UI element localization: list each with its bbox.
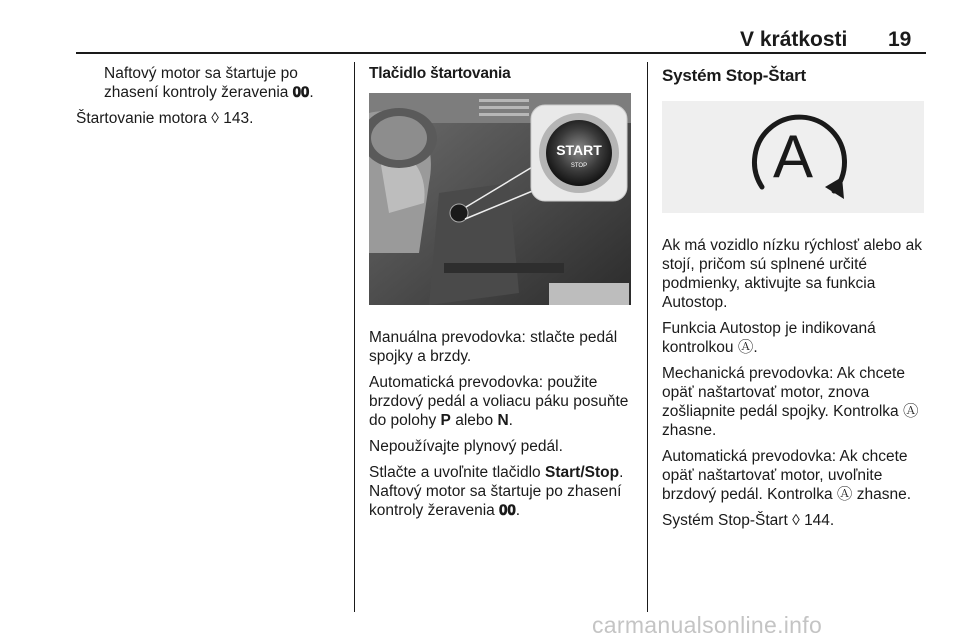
autostop-indicator-icon: Ⓐ — [737, 339, 754, 356]
column-1 — [76, 64, 344, 135]
reference-text: Štartovanie motora — [76, 110, 207, 127]
or-text: alebo — [455, 412, 494, 429]
page-number: 19 — [888, 28, 912, 51]
glow-plug-icon: 𝟎𝟎 — [499, 502, 516, 519]
sentence-end: . — [753, 339, 758, 356]
header-rule — [76, 52, 926, 54]
press-text: Stlačte a uvoľnite tlačidlo — [369, 464, 541, 481]
sentence-end: . — [515, 502, 521, 519]
automatic-restart-step — [662, 447, 930, 504]
diesel-glow-text: Naftový motor sa štartuje po zhasení kontroly žeravenia — [369, 483, 622, 519]
diesel-glow-note — [76, 64, 344, 102]
manual-transmission-step: Manuálna prevodovka: stlačte pedál spojky a brzdy. — [369, 329, 618, 365]
auto-restart-text: Automatická prevodovka: Ak chcete opäť naštartovať motor, uvoľnite brzdový pedál. Kontrolka — [662, 448, 908, 503]
section-heading-stop-start: Systém Stop-Štart — [662, 66, 806, 85]
header-title: V krátkosti — [740, 28, 848, 51]
indicator-text: Funkcia Autostop je indikovaná kontrolkou — [662, 320, 876, 356]
accelerator-note: Nepoužívajte plynový pedál. — [369, 438, 563, 455]
diesel-glow-text: Naftový motor sa štartuje po zhasení kontroly žeravenia — [104, 65, 298, 101]
glow-plug-icon: 𝟎𝟎 — [292, 84, 310, 101]
column-3 — [662, 64, 930, 537]
sentence-end: . — [309, 84, 314, 101]
watermark: carmanualsonline.info — [592, 612, 823, 638]
reference-page: 143. — [223, 110, 254, 127]
sentence-end: . — [619, 464, 624, 481]
section-heading-start-button: Tlačidlo štartovania — [369, 65, 511, 82]
gear-p: P — [440, 412, 451, 429]
column-divider-2 — [647, 62, 648, 612]
cross-reference-stop-start[interactable] — [662, 511, 930, 530]
autostop-indicator-icon: Ⓐ — [836, 486, 853, 503]
start-stop-label: Start/Stop — [545, 464, 620, 481]
reference-arrow-icon: ◊ — [792, 512, 800, 529]
goes-out-text: zhasne. — [856, 486, 912, 503]
start-label: START — [556, 142, 602, 158]
sentence-end: . — [508, 412, 513, 429]
gear-n: N — [497, 412, 509, 429]
autostop-symbol-figure — [662, 101, 930, 218]
autostop-indicator-icon: Ⓐ — [902, 403, 919, 420]
reference-arrow-icon: ◊ — [211, 110, 219, 127]
auto-step-text: Automatická prevodovka: použite brzdový pedál a voliacu páku posuňte do polohy — [369, 374, 629, 429]
manual-restart-step — [662, 364, 930, 440]
reference-page: 144. — [804, 512, 835, 529]
stop-label: STOP — [570, 163, 588, 169]
autostop-activation: Ak má vozidlo nízku rýchlosť alebo ak stojí, pričom sú splnené určité podmienky, aktivujte sa funkcia Autostop. — [662, 237, 922, 311]
autostop-letter: A — [772, 123, 814, 190]
column-2 — [369, 64, 635, 527]
goes-out-text: zhasne. — [662, 422, 717, 439]
cross-reference-engine-start[interactable] — [76, 109, 344, 128]
column-divider-1 — [354, 62, 355, 612]
start-stop-step — [369, 463, 635, 520]
manual-restart-text: Mechanická prevodovka: Ak chcete opäť naštartovať motor, znova zošliapnite pedál spojky. Kontrolka — [662, 365, 905, 420]
autostop-indicator — [662, 319, 930, 357]
automatic-transmission-step — [369, 373, 635, 430]
start-button-photo — [369, 93, 631, 305]
reference-text: Systém Stop-Štart — [662, 512, 788, 529]
autostop-icon — [662, 101, 924, 213]
start-button-illustration — [369, 93, 635, 310]
